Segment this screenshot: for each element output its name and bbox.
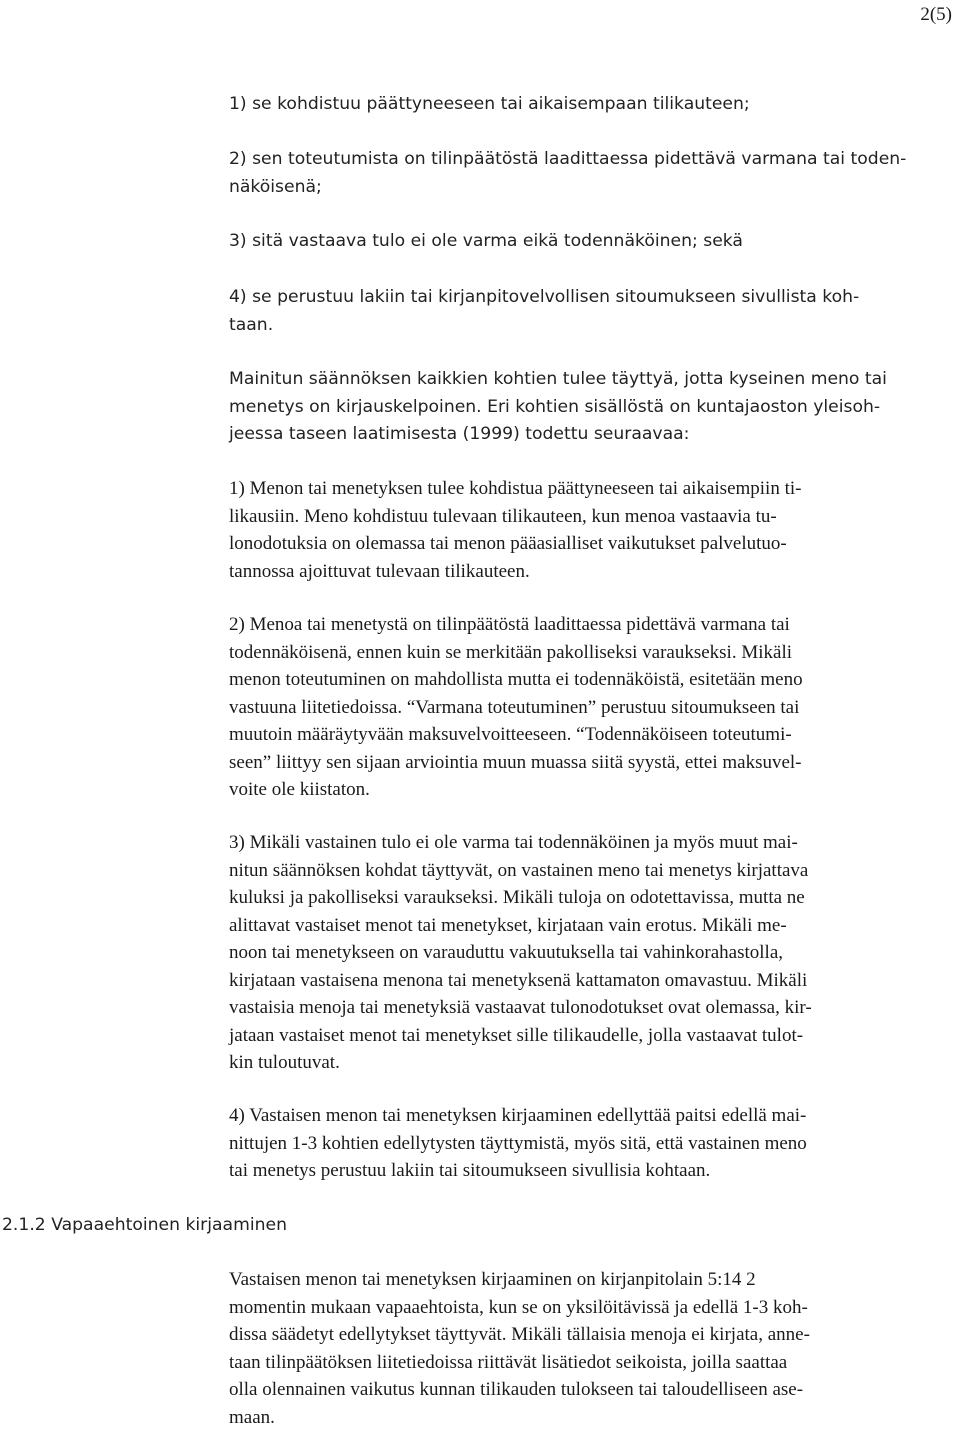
text-line: tannossa ajoittuvat tulevaan tilikauteen.	[229, 558, 957, 586]
text-line: nitun säännöksen kohdat täyttyvät, on vastainen meno tai menetys kirjattava	[229, 857, 957, 885]
text-line: maan.	[229, 1404, 957, 1431]
text-line: seen” liittyy sen sijaan arviointia muun muassa siitä syystä, ettei maksuvel-	[229, 749, 957, 777]
text-line: Vastaisen menon tai menetyksen kirjaaminen on kirjanpitolain 5:14 2	[229, 1266, 957, 1294]
text-line: jataan vastaiset menot tai menetykset sille tilikaudelle, jolla vastaavat tulot-	[229, 1022, 957, 1050]
text-line: lonodotuksia on olemassa tai menon pääasialliset vaikutukset palvelutuo-	[229, 530, 957, 558]
text-line: 1) se kohdistuu päättyneeseen tai aikaisempaan tilikauteen;	[229, 91, 957, 119]
text-line: muutoin määräytyvään maksuvelvoitteeseen. “Todennäköiseen toteutumi-	[229, 721, 957, 749]
text-line: kirjataan vastaisena menona tai menetyksenä kattamaton omavastuu. Mikäli	[229, 967, 957, 995]
text-line: 4) se perustuu lakiin tai kirjanpitovelvollisen sitoumukseen sivullista koh-	[229, 284, 957, 312]
text-line: taan.	[229, 312, 957, 340]
text-line: tai menetys perustuu lakiin tai sitoumukseen sivullisia kohtaan.	[229, 1157, 957, 1185]
text-line: alittavat vastaiset menot tai menetykset, kirjataan vain erotus. Mikäli me-	[229, 912, 957, 940]
list-item-1	[229, 91, 957, 119]
text-line: todennäköisenä, ennen kuin se merkitään pakolliseksi varaukseksi. Mikäli	[229, 639, 957, 667]
text-line: 3) sitä vastaava tulo ei ole varma eikä todennäköinen; sekä	[229, 228, 957, 256]
text-line: 1) Menon tai menetyksen tulee kohdistua päättyneeseen tai aikaisempiin ti-	[229, 475, 957, 503]
voluntary-recording-paragraph	[229, 1266, 957, 1431]
criterion-4-paragraph	[229, 1102, 957, 1185]
text-line: kin tuloutuvat.	[229, 1049, 957, 1077]
text-line: vastaisia menoja tai menetyksiä vastaavat tulonodotukset ovat olemassa, kir-	[229, 994, 957, 1022]
text-line: 3) Mikäli vastainen tulo ei ole varma tai todennäköinen ja myös muut mai-	[229, 829, 957, 857]
text-line: menon toteutuminen on mahdollista mutta ei todennäköistä, esitetään meno	[229, 666, 957, 694]
criterion-3-paragraph	[229, 829, 957, 1077]
criterion-2-paragraph	[229, 611, 957, 804]
list-item-3	[229, 228, 957, 256]
section-heading: 2.1.2 Vapaaehtoinen kirjaaminen	[2, 1212, 287, 1239]
text-line: momentin mukaan vapaaehtoista, kun se on yksilöitävissä ja edellä 1-3 koh-	[229, 1294, 957, 1322]
text-line: menetys on kirjauskelpoinen. Eri kohtien sisällöstä on kuntajaoston yleisoh-	[229, 394, 957, 422]
list-item-4	[229, 284, 957, 339]
text-line: likausiin. Meno kohdistuu tulevaan tilikauteen, kun menoa vastaavia tu-	[229, 503, 957, 531]
text-line: kuluksi ja pakolliseksi varaukseksi. Mikäli tuloja on odotettavissa, mutta ne	[229, 884, 957, 912]
text-line: olla olennainen vaikutus kunnan tilikauden tulokseen tai taloudelliseen ase-	[229, 1376, 957, 1404]
text-line: voite ole kiistaton.	[229, 776, 957, 804]
text-line: 2) sen toteutumista on tilinpäätöstä laadittaessa pidettävä varmana tai toden-	[229, 146, 957, 174]
text-line: taan tilinpäätöksen liitetiedoissa riittävät lisätiedot seikoista, joilla saattaa	[229, 1349, 957, 1377]
text-line: näköisenä;	[229, 174, 957, 202]
text-line: nittujen 1-3 kohtien edellytysten täyttymistä, myös sitä, että vastainen meno	[229, 1130, 957, 1158]
list-item-2	[229, 146, 957, 201]
text-line: 2) Menoa tai menetystä on tilinpäätöstä laadittaessa pidettävä varmana tai	[229, 611, 957, 639]
text-line: dissa säädetyt edellytykset täyttyvät. Mikäli tällaisia menoja ei kirjata, anne-	[229, 1321, 957, 1349]
intro-paragraph	[229, 366, 957, 449]
page-number: 2(5)	[920, 4, 952, 26]
text-line: vastuuna liitetiedoissa. “Varmana toteutuminen” perustuu sitoumukseen tai	[229, 694, 957, 722]
text-line: noon tai menetykseen on varauduttu vakuutuksella tai vahinkorahastolla,	[229, 939, 957, 967]
text-line: 4) Vastaisen menon tai menetyksen kirjaaminen edellyttää paitsi edellä mai-	[229, 1102, 957, 1130]
text-line: jeessa taseen laatimisesta (1999) todettu seuraavaa:	[229, 421, 957, 449]
text-line: Mainitun säännöksen kaikkien kohtien tulee täyttyä, jotta kyseinen meno tai	[229, 366, 957, 394]
criterion-1-paragraph	[229, 475, 957, 585]
